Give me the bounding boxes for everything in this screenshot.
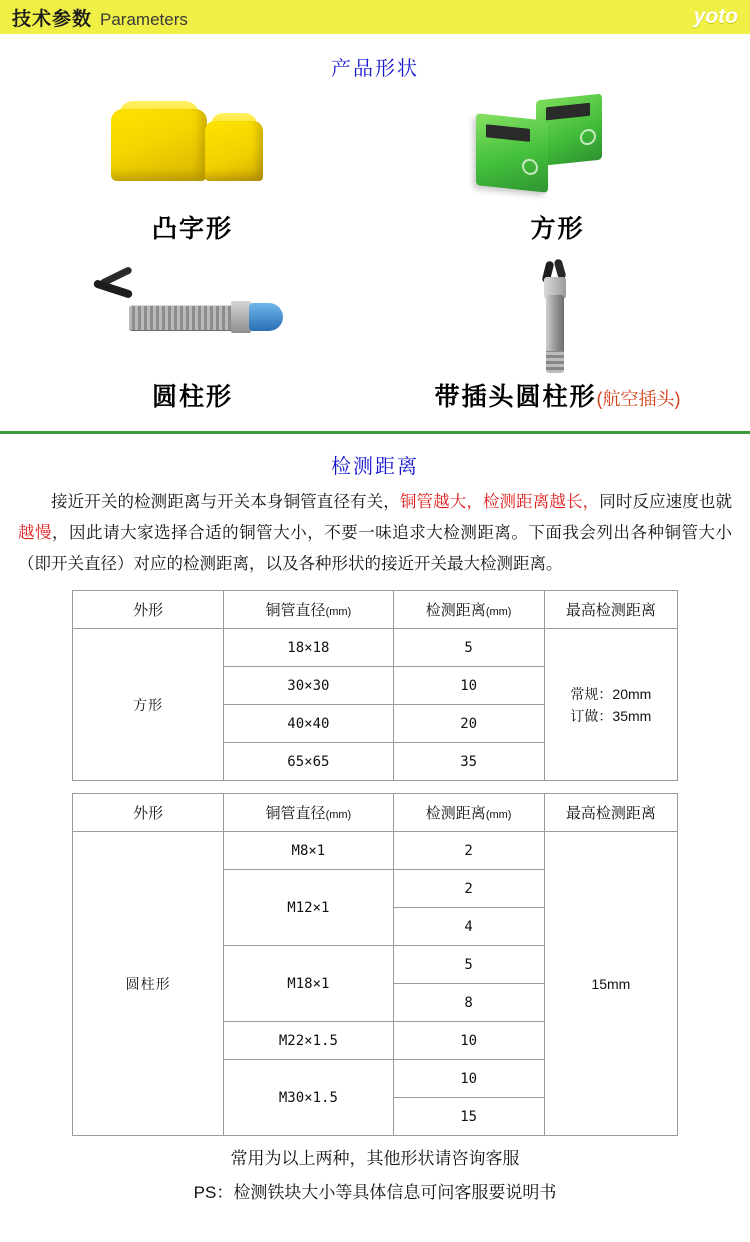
desc-red-1: 铜管越大，检测距离越长， <box>399 493 600 511</box>
square-max-cell <box>544 629 677 781</box>
cylinder-shape-cell: 圆柱形 <box>73 832 224 1136</box>
square-max-line2: 订做：35mm <box>570 707 652 724</box>
plug-cylindrical-sensor-image <box>375 255 740 373</box>
header-diameter-text: 铜管直径 <box>265 602 326 619</box>
desc-part-2: 同时反应速度也就 <box>599 493 733 511</box>
cell-distance: 5 <box>393 946 544 984</box>
cell-diameter: M30×1.5 <box>224 1060 393 1136</box>
header-distance-text: 检测距离 <box>425 805 486 822</box>
cell-distance: 15 <box>393 1098 544 1136</box>
shape-label-square <box>375 205 740 255</box>
shapes-row-2 <box>10 255 740 423</box>
header-distance-unit: (mm) <box>485 606 512 618</box>
shape-label-plug-cylinder <box>375 373 740 423</box>
header-shape: 外形 <box>73 794 224 832</box>
header-shape: 外形 <box>73 591 224 629</box>
cell-diameter: 40×40 <box>224 705 393 743</box>
table-header-row <box>73 794 678 832</box>
convex-sensor-image <box>10 87 375 205</box>
cylindrical-sensor-image <box>10 255 375 373</box>
shape-label-convex-text: 凸字形 <box>151 215 233 243</box>
distance-description <box>0 485 750 586</box>
cell-diameter: M22×1.5 <box>224 1022 393 1060</box>
header-distance-text: 检测距离 <box>425 602 486 619</box>
desc-part-1: 接近开关的检测距离与开关本身铜管直径有关， <box>51 493 400 511</box>
shapes-gallery <box>0 87 750 423</box>
cell-distance: 2 <box>393 870 544 908</box>
footnote-line-2: PS：检测铁块大小等具体信息可问客服要说明书 <box>193 1183 557 1202</box>
header-diameter-text: 铜管直径 <box>265 805 326 822</box>
cylinder-max-cell: 15mm <box>544 832 677 1136</box>
section-divider <box>0 431 750 434</box>
page-header <box>0 0 750 36</box>
header-max-distance: 最高检测距离 <box>544 591 677 629</box>
header-distance <box>393 794 544 832</box>
cell-distance: 10 <box>393 1022 544 1060</box>
header-max-distance: 最高检测距离 <box>544 794 677 832</box>
shape-label-cylinder <box>10 373 375 423</box>
header-diameter-unit: (mm) <box>325 606 352 618</box>
cell-diameter: M8×1 <box>224 832 393 870</box>
table-row <box>73 832 678 870</box>
header-title-group <box>12 4 188 31</box>
page-title-en: Parameters <box>100 9 188 29</box>
cylinder-table-wrapper <box>0 789 750 1136</box>
cell-diameter: M18×1 <box>224 946 393 1022</box>
cell-distance: 4 <box>393 908 544 946</box>
square-table-wrapper <box>0 586 750 781</box>
square-spec-table <box>72 590 678 781</box>
footnote-line-1: 常用为以上两种，其他形状请咨询客服 <box>230 1149 520 1168</box>
cell-diameter-highlight: 65×65 <box>224 743 393 781</box>
shape-label-convex <box>10 205 375 255</box>
header-distance-unit: (mm) <box>485 809 512 821</box>
shape-item-square <box>375 87 740 255</box>
square-sensor-image <box>375 87 740 205</box>
table-header-row <box>73 591 678 629</box>
page-title-cn: 技术参数 <box>12 8 93 30</box>
shape-item-convex <box>10 87 375 255</box>
cell-distance: 5 <box>393 629 544 667</box>
cell-distance: 20 <box>393 705 544 743</box>
cylinder-spec-table <box>72 793 678 1136</box>
cell-distance: 10 <box>393 667 544 705</box>
header-diameter <box>224 794 393 832</box>
cell-distance: 2 <box>393 832 544 870</box>
shape-item-cylinder <box>10 255 375 423</box>
cell-distance: 8 <box>393 984 544 1022</box>
cell-distance-highlight: 35 <box>393 743 544 781</box>
distance-section-title: 检测距离 <box>331 456 419 478</box>
shapes-row-1 <box>10 87 740 255</box>
cell-distance: 10 <box>393 1060 544 1098</box>
square-shape-cell: 方形 <box>73 629 224 781</box>
desc-red-2: 越慢 <box>18 524 53 542</box>
header-diameter <box>224 591 393 629</box>
shape-label-cylinder-text: 圆柱形 <box>151 383 233 411</box>
header-diameter-unit: (mm) <box>325 809 352 821</box>
cell-diameter: 18×18 <box>224 629 393 667</box>
square-max-line1: 常规：20mm <box>570 685 652 702</box>
cell-diameter: M12×1 <box>224 870 393 946</box>
shapes-section-title: 产品形状 <box>331 58 419 80</box>
header-distance <box>393 591 544 629</box>
shape-item-plug-cylinder <box>375 255 740 423</box>
shape-label-square-text: 方形 <box>530 215 585 243</box>
desc-part-3: ，因此请大家选择合适的铜管大小，不要一味追求大检测距离。下面我会列出各种铜管大小（即开关直径）对应的检测距离，以及各种形状的接近开关最大检测距离。 <box>18 524 733 573</box>
brand-logo: yoto <box>693 5 738 28</box>
cell-diameter: 30×30 <box>224 667 393 705</box>
table-row <box>73 629 678 667</box>
footnotes <box>0 1136 750 1210</box>
shape-label-plug-cylinder-sub: (航空插头) <box>596 389 681 409</box>
shape-label-plug-cylinder-text: 带插头圆柱形 <box>434 383 597 411</box>
